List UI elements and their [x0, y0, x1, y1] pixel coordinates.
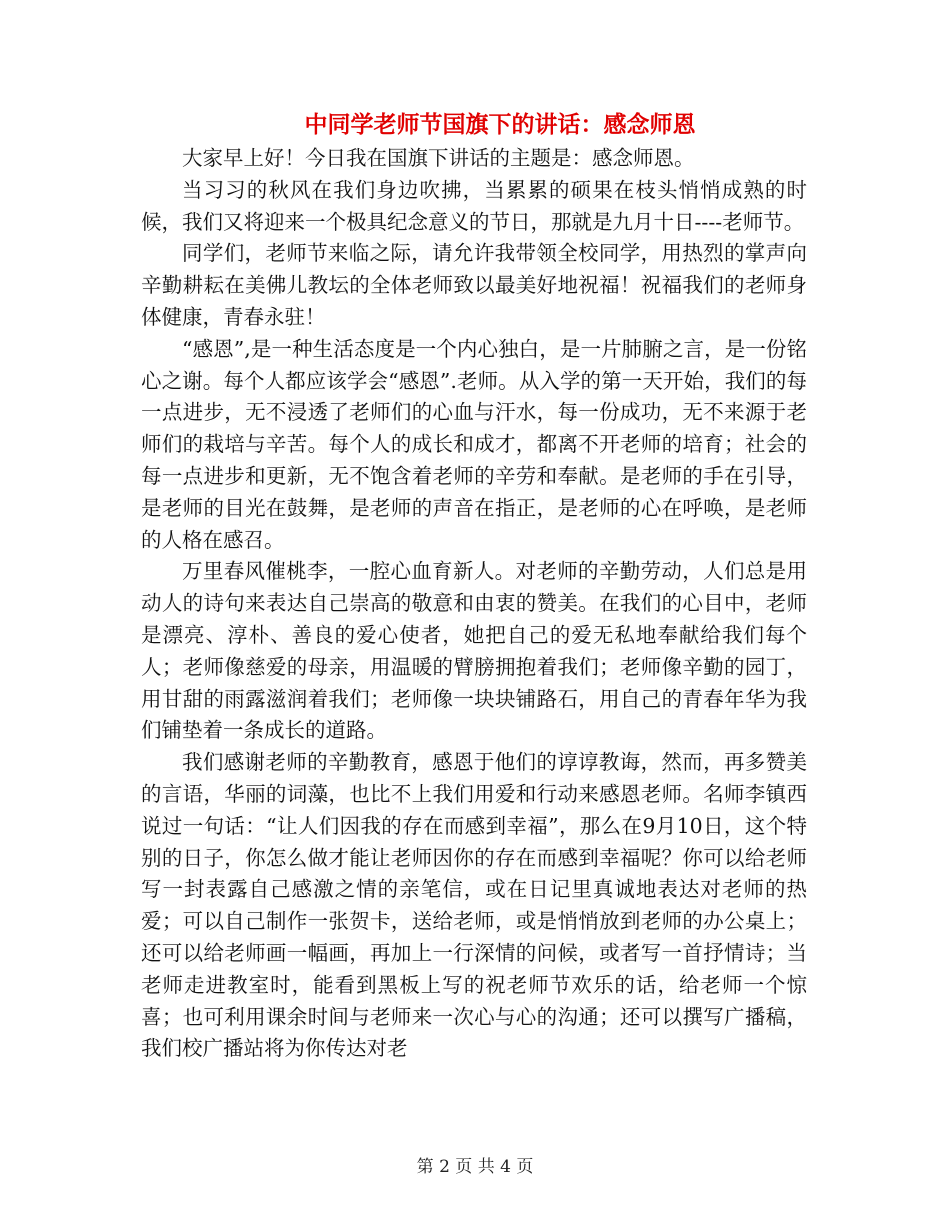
document-title: 中同学老师节国旗下的讲话：感念师恩 [304, 111, 696, 138]
paragraph-greeting: 大家早上好！今日我在国旗下讲话的主题是：感念师恩。 [182, 146, 695, 170]
page-number-footer: 第 2 页 共 4 页 [416, 1157, 534, 1177]
paragraph-gratitude: “感恩”,是一种生活态度是一个内心独白，是一片肺腑之言，是一份铭心之谢。每个人都应该学会“感恩”.老师。从入学的第一天开始，我们的每一点进步，无不浸透了老师们的心血与汗水，每一份成功，无不来源于老师们的栽培与辛苦。每个人的成长和成才，都离不开老师的培育；社会的每一点进步和更新，无不饱含着老师的辛劳和奉献。是老师的手在引导，是老师的目光在鼓舞，是老师的声音在指正，是老师的心在呼唤，是老师的人格在感召。 [141, 336, 807, 552]
paragraph-spring-wind: 万里春风催桃李，一腔心血育新人。对老师的辛勤劳动，人们总是用动人的诗句来表达自己崇高的敬意和由衷的赞美。在我们的心目中，老师是漂亮、淳朴、善良的爱心使者，她把自己的爱无私地奉献给我们每个人；老师像慈爱的母亲，用温暖的臂膀拥抱着我们；老师像辛勤的园丁，用甘甜的雨露滋润着我们；老师像一块块铺路石，用自己的青春年华为我们铺垫着一条成长的道路。 [141, 559, 807, 743]
paragraph-thanks-actions: 我们感谢老师的辛勤教育，感恩于他们的谆谆教诲，然而，再多赞美的言语，华丽的词藻，也比不上我们用爱和行动来感恩老师。名师李镇西说过一句话：“让人们因我的存在而感到幸福”，那么在9月10日，这个特别的日子，你怎么做才能让老师因你的存在而感到幸福呢？你可以给老师写一封表露自己感激之情的亲笔信，或在日记里真诚地表达对老师的热爱；可以自己制作一张贺卡，送给老师，或是悄悄放到老师的办公桌上；还可以给老师画一幅画，再加上一行深情的问候，或者写一首抒情诗；当老师走进教室时，能看到黑板上写的祝老师节欢乐的话，给老师一个惊喜；也可利用课余时间与老师来一次心与心的沟通；还可以撰写广播稿，我们校广播站将为你传达对老 [141, 750, 807, 1061]
paragraph-autumn: 当习习的秋风在我们身边吹拂，当累累的硕果在枝头悄悄成熟的时候，我们又将迎来一个极具纪念意义的节日，那就是九月十日----老师节。 [141, 177, 807, 234]
document-body [141, 143, 807, 1065]
paragraph-blessing: 同学们，老师节来临之际，请允许我带领全校同学，用热烈的掌声向辛勤耕耘在美佛儿教坛的全体老师致以最美好地祝福！祝福我们的老师身体健康，青春永驻！ [141, 241, 807, 329]
